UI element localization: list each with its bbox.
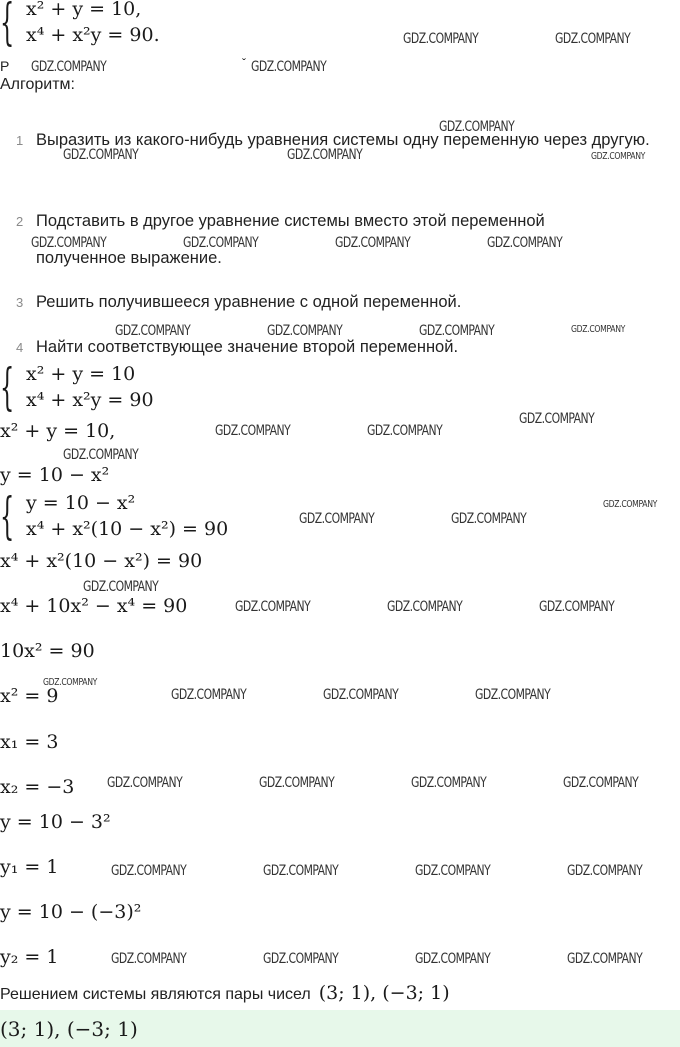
watermark: GDZ.COMPANY: [31, 235, 107, 251]
watermark: GDZ.COMPANY: [267, 323, 343, 339]
watermark: GDZ.COMPANY: [439, 119, 515, 135]
solution-brace: {: [0, 358, 15, 416]
equation: x₁ = 3: [0, 731, 59, 753]
substitution-system-line-2: x⁴ + x²(10 − x²) = 90: [26, 518, 229, 540]
substitution-system-lines: [26, 490, 228, 542]
step-number: 4: [16, 340, 24, 355]
step-number: 2: [16, 214, 24, 229]
cut-off-mark: ˇ: [242, 56, 246, 70]
equation: y₁ = 1: [0, 856, 59, 878]
cut-off-text: Р: [0, 58, 10, 74]
watermark: GDZ.COMPANY: [251, 59, 327, 75]
watermark: GDZ.COMPANY: [567, 951, 643, 967]
watermark: GDZ.COMPANY: [403, 31, 479, 47]
substitution-brace: {: [0, 487, 15, 545]
watermark: GDZ.COMPANY: [63, 447, 139, 463]
header-system-line-2: x⁴ + x²y = 90.: [26, 24, 160, 46]
solution-system: [0, 358, 154, 416]
watermark: GDZ.COMPANY: [111, 863, 187, 879]
step-number: 3: [16, 295, 24, 310]
equation: x² = 9: [0, 685, 59, 707]
watermark: GDZ.COMPANY: [323, 687, 399, 703]
watermark: GDZ.COMPANY: [567, 863, 643, 879]
watermark: GDZ.COMPANY: [43, 677, 98, 688]
watermark: GDZ.COMPANY: [259, 775, 335, 791]
watermark: GDZ.COMPANY: [235, 599, 311, 615]
step-text: Выразить из какого-нибудь уравнения системы одну переменную через другую.: [36, 131, 650, 149]
watermark: GDZ.COMPANY: [539, 599, 615, 615]
watermark: GDZ.COMPANY: [111, 951, 187, 967]
header-brace: {: [0, 0, 15, 51]
equation: x² + y = 10,: [0, 420, 116, 442]
watermark: GDZ.COMPANY: [263, 951, 339, 967]
watermark: GDZ.COMPANY: [415, 863, 491, 879]
answer-box: [0, 1010, 680, 1047]
equation: y = 10 − x²: [0, 464, 110, 486]
watermark: GDZ.COMPANY: [215, 423, 291, 439]
watermark: GDZ.COMPANY: [107, 775, 183, 791]
step-text: Решить получившееся уравнение с одной переменной.: [36, 293, 462, 311]
header-system-line-1: x² + y = 10,: [26, 0, 142, 20]
watermark: GDZ.COMPANY: [299, 511, 375, 527]
answer-text: (3; 1), (−3; 1): [0, 1017, 138, 1041]
watermark: GDZ.COMPANY: [415, 951, 491, 967]
step-number: 1: [16, 133, 24, 148]
watermark: GDZ.COMPANY: [563, 775, 639, 791]
step-text: Подставить в другое уравнение системы вместо этой переменной полученное выражение.: [36, 212, 545, 267]
substitution-system: [0, 487, 229, 545]
watermark: GDZ.COMPANY: [487, 235, 563, 251]
conclusion: [0, 982, 450, 1004]
watermark: GDZ.COMPANY: [367, 423, 443, 439]
equation: x⁴ + x²(10 − x²) = 90: [0, 550, 203, 572]
watermark: GDZ.COMPANY: [63, 147, 139, 163]
solution-system-lines: [26, 361, 154, 413]
watermark: GDZ.COMPANY: [411, 775, 487, 791]
watermark: GDZ.COMPANY: [31, 59, 107, 75]
header-system-lines: [26, 0, 160, 48]
equation: y₂ = 1: [0, 946, 59, 968]
watermark: GDZ.COMPANY: [83, 579, 159, 595]
equation: 10x² = 90: [0, 640, 95, 662]
equation: x⁴ + 10x² − x⁴ = 90: [0, 595, 188, 617]
watermark: GDZ.COMPANY: [387, 599, 463, 615]
equation: y = 10 − 3²: [0, 811, 111, 833]
watermark: GDZ.COMPANY: [115, 323, 191, 339]
header-system: [0, 0, 160, 51]
solution-system-line-1: x² + y = 10: [26, 363, 136, 385]
watermark: GDZ.COMPANY: [171, 687, 247, 703]
watermark: GDZ.COMPANY: [287, 147, 363, 163]
substitution-system-line-1: y = 10 − x²: [26, 492, 136, 514]
watermark: GDZ.COMPANY: [571, 324, 626, 335]
watermark: GDZ.COMPANY: [603, 499, 658, 510]
watermark: GDZ.COMPANY: [263, 863, 339, 879]
equation: x₂ = −3: [0, 776, 75, 798]
conclusion-math: (3; 1), (−3; 1): [318, 982, 450, 1004]
watermark: GDZ.COMPANY: [183, 235, 259, 251]
solution-system-line-2: x⁴ + x²y = 90: [26, 389, 154, 411]
step-text: Найти соответствующее значение второй переменной.: [36, 338, 459, 356]
watermark: GDZ.COMPANY: [335, 235, 411, 251]
watermark: GDZ.COMPANY: [419, 323, 495, 339]
algorithm-title: Алгоритм:: [0, 76, 75, 93]
watermark: GDZ.COMPANY: [519, 411, 595, 427]
watermark: GDZ.COMPANY: [555, 31, 631, 47]
watermark: GDZ.COMPANY: [475, 687, 551, 703]
equation: y = 10 − (−3)²: [0, 901, 142, 923]
watermark: GDZ.COMPANY: [591, 151, 646, 162]
watermark: GDZ.COMPANY: [451, 511, 527, 527]
conclusion-text: Решением системы являются пары чисел: [0, 986, 311, 1003]
